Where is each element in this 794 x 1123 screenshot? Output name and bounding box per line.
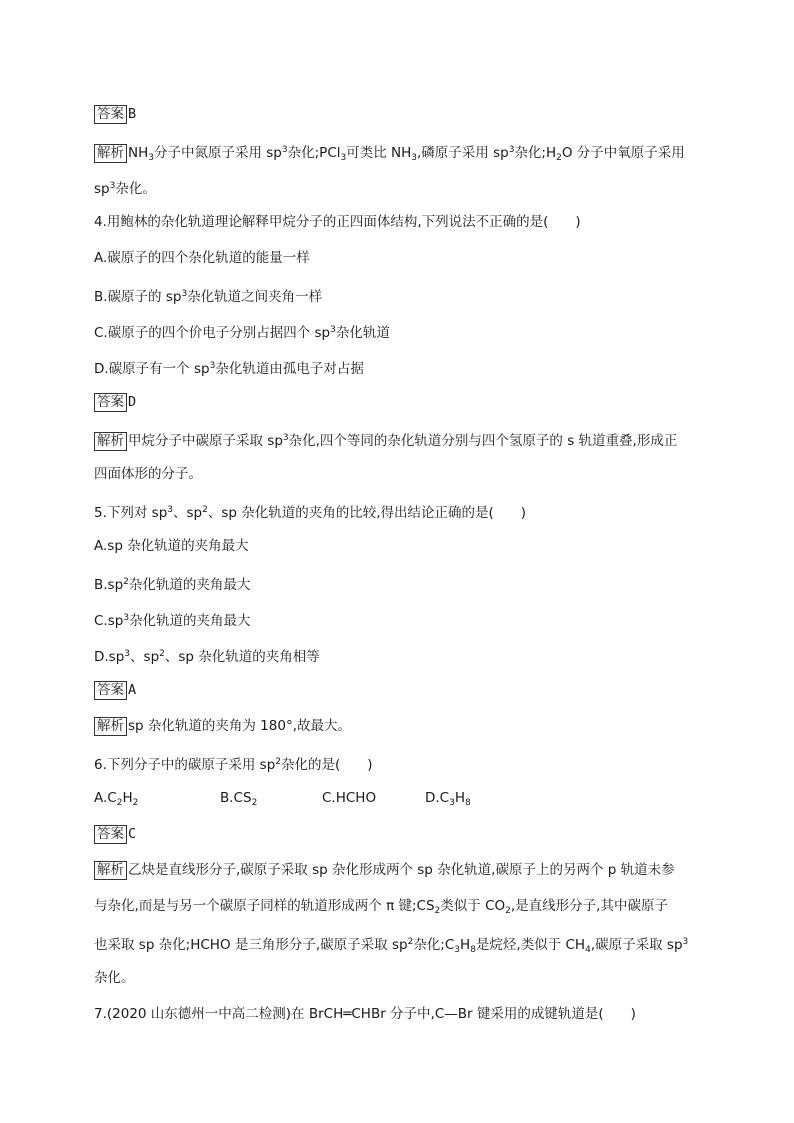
- subscript: 3: [340, 153, 347, 163]
- text: B.CS: [220, 790, 252, 806]
- answer-value: C: [128, 826, 137, 842]
- text: B.sp: [94, 577, 124, 593]
- question-4-option-d: [94, 356, 364, 379]
- subscript: 4: [585, 945, 591, 955]
- superscript: 3: [167, 505, 174, 515]
- analysis-tag: 解析: [94, 432, 127, 451]
- superscript: 2: [407, 937, 414, 947]
- subscript: 8: [465, 798, 471, 808]
- text: sp: [94, 181, 110, 197]
- answer-tag: 答案: [94, 825, 127, 844]
- answer-value: B: [128, 106, 137, 122]
- analysis-tag: 解析: [94, 144, 127, 163]
- superscript: 2: [159, 649, 165, 659]
- answer-line-3: [94, 104, 136, 124]
- analysis-line-6-2: [94, 896, 668, 921]
- text: 杂化;C: [413, 937, 455, 953]
- superscript: 3: [508, 145, 515, 155]
- superscript: 2: [275, 757, 282, 767]
- text: 、sp 杂化轨道的夹角相等: [164, 649, 320, 665]
- superscript: 3: [281, 145, 288, 155]
- text: O 分子中氧原子采用: [561, 145, 685, 161]
- question-6-option-d: [425, 788, 471, 813]
- subscript: 2: [132, 798, 139, 808]
- superscript: 3: [181, 289, 188, 299]
- text: 杂化,四个等同的杂化轨道分别与四个氢原子的 s 轨道重叠,形成正: [288, 433, 678, 449]
- text: ,是直线形分子,其中碳原子: [510, 898, 668, 914]
- question-5-option-b: [94, 572, 250, 595]
- question-6-option-c: C.HCHO: [322, 790, 377, 806]
- analysis-tag: 解析: [94, 861, 127, 880]
- answer-tag: 答案: [94, 681, 127, 700]
- superscript: 3: [124, 649, 131, 659]
- text: H: [460, 937, 471, 953]
- superscript: 2: [202, 505, 208, 515]
- subscript: 3: [411, 153, 418, 163]
- question-4-option-b: [94, 284, 322, 307]
- text: sp 杂化轨道的夹角为 180°,故最大。: [128, 718, 351, 734]
- subscript: 2: [434, 906, 441, 916]
- analysis-line-6-4: 杂化。: [94, 970, 135, 986]
- text: 杂化;H: [514, 145, 557, 161]
- question-5-option-a: A.sp 杂化轨道的夹角最大: [94, 538, 249, 554]
- analysis-line-6-3: [94, 932, 688, 960]
- text: 是烷烃,类似于 CH: [475, 937, 586, 953]
- question-5-option-d: [94, 644, 320, 667]
- text: ,磷原子采用 sp: [417, 145, 509, 161]
- subscript: 2: [251, 798, 258, 808]
- text: ,碳原子采取 sp: [590, 937, 683, 953]
- superscript: 3: [330, 325, 336, 335]
- answer-line-5: [94, 680, 136, 700]
- question-5-option-c: [94, 608, 251, 631]
- text: 杂化轨道: [335, 325, 390, 341]
- superscript: 3: [209, 361, 216, 371]
- question-6-option-a: [94, 788, 220, 813]
- analysis-line-3-2: [94, 176, 156, 199]
- superscript: 2: [123, 577, 129, 587]
- subscript: 2: [116, 798, 123, 808]
- superscript: 3: [682, 937, 689, 947]
- text: 可类比 NH: [346, 145, 412, 161]
- text: A.C: [94, 790, 117, 806]
- text: D.碳原子有一个 sp: [94, 361, 210, 377]
- analysis-line-3-1: [94, 140, 685, 168]
- text: H: [122, 790, 133, 806]
- answer-value: A: [128, 682, 137, 698]
- question-5-stem: [94, 500, 526, 523]
- subscript: 2: [556, 153, 562, 163]
- superscript: 3: [109, 181, 116, 191]
- text: 5.下列对 sp: [94, 505, 168, 521]
- text: 杂化轨道之间夹角一样: [187, 289, 323, 305]
- text: 分子中氮原子采用 sp: [153, 145, 282, 161]
- text: NH: [128, 145, 149, 161]
- text: C.碳原子的四个价电子分别占据四个 sp: [94, 325, 331, 341]
- subscript: 3: [148, 153, 154, 163]
- question-6-option-b: [220, 788, 322, 813]
- analysis-line-5: [94, 716, 351, 736]
- text: 、sp 杂化轨道的夹角的比较,得出结论正确的是( ): [207, 505, 527, 521]
- answer-tag: 答案: [94, 393, 127, 412]
- question-7-stem: 7.(2020 山东德州一中高二检测)在 BrCH═CHBr 分子中,C—Br 键采用的成键轨道是( ): [94, 1006, 636, 1022]
- text: 杂化的是( ): [281, 757, 373, 773]
- text: B.碳原子的 sp: [94, 289, 182, 305]
- text: 6.下列分子中的碳原子采用 sp: [94, 757, 276, 773]
- text: 类似于 CO: [440, 898, 506, 914]
- analysis-line-4-1: [94, 428, 677, 451]
- subscript: 3: [454, 945, 461, 955]
- answer-line-4: [94, 392, 136, 412]
- analysis-line-6-1: [94, 860, 675, 880]
- question-4-stem: 4.用鲍林的杂化轨道理论解释甲烷分子的正四面体结构,下列说法不正确的是( ): [94, 214, 581, 230]
- answer-value: D: [128, 394, 137, 410]
- question-6-options: [94, 788, 471, 813]
- text: 杂化轨道的夹角最大: [129, 613, 251, 629]
- analysis-line-4-2: 四面体形的分子。: [94, 466, 202, 482]
- text: 杂化轨道的夹角最大: [128, 577, 251, 593]
- text: 乙炔是直线形分子,碳原子采取 sp 杂化形成两个 sp 杂化轨道,碳原子上的另两个 p 轨道未参: [128, 862, 675, 878]
- analysis-tag: 解析: [94, 717, 127, 736]
- question-6-stem: [94, 752, 373, 775]
- subscript: 2: [505, 906, 511, 916]
- text: 、sp: [173, 505, 203, 521]
- question-4-option-c: [94, 320, 390, 343]
- text: 、sp: [130, 649, 160, 665]
- answer-line-6: [94, 824, 136, 844]
- subscript: 3: [449, 798, 455, 808]
- text: H: [454, 790, 466, 806]
- answer-tag: 答案: [94, 105, 127, 124]
- text: 甲烷分子中碳原子采取 sp: [128, 433, 283, 449]
- text: 杂化轨道由孤电子对占据: [215, 361, 364, 377]
- question-4-option-a: A.碳原子的四个杂化轨道的能量一样: [94, 250, 310, 266]
- text: 杂化。: [115, 181, 156, 197]
- text: D.sp: [94, 649, 125, 665]
- text: D.C: [425, 790, 450, 806]
- text: C.sp: [94, 613, 124, 629]
- text: 也采取 sp 杂化;HCHO 是三角形分子,碳原子采取 sp: [94, 937, 408, 953]
- subscript: 8: [470, 945, 476, 955]
- superscript: 3: [282, 433, 289, 443]
- superscript: 3: [123, 613, 130, 623]
- text: 与杂化,而是与另一个碳原子同样的轨道形成两个 π 键;CS: [94, 898, 435, 914]
- text: 杂化;PCl: [287, 145, 341, 161]
